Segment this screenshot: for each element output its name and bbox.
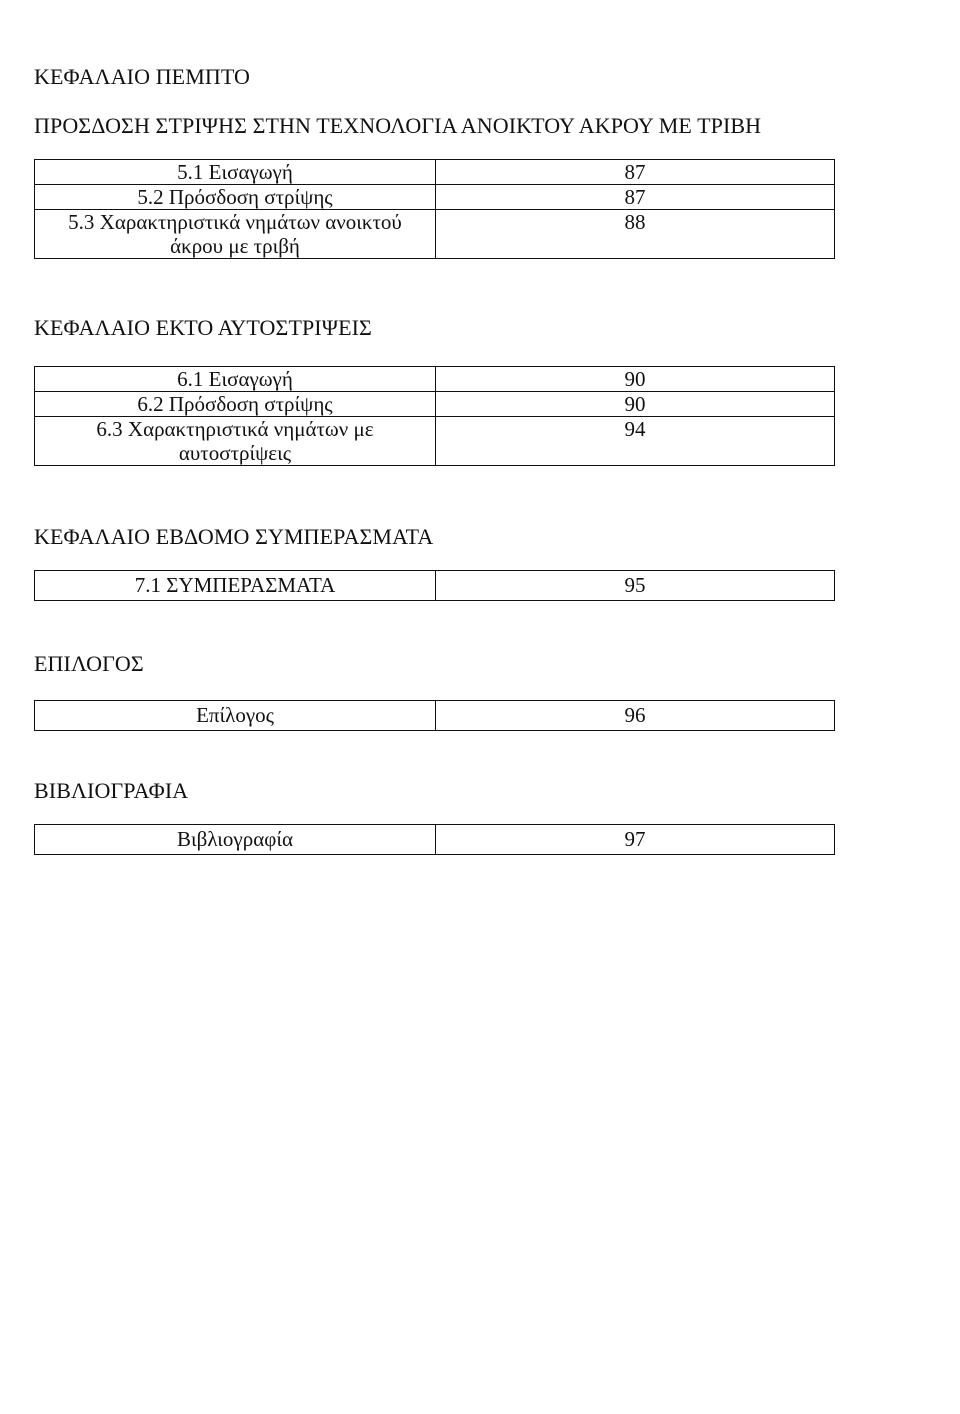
toc-row — [35, 367, 835, 392]
toc-entry-page: 87 — [436, 185, 835, 210]
toc-entry-title: Επίλογος — [35, 701, 436, 731]
toc-entry-title-line1: 5.3 Χαρακτηριστικά νημάτων ανοικτού — [68, 210, 402, 234]
toc-entry-page: 90 — [436, 392, 835, 417]
toc-row — [35, 571, 835, 601]
bibliography-heading: ΒΙΒΛΙΟΓΡΑΦΙΑ — [34, 778, 189, 803]
chapter6-toc-table — [34, 366, 835, 466]
toc-entry-title — [35, 417, 436, 466]
toc-entry-title-line2: αυτοστρίψεις — [178, 441, 292, 465]
toc-entry-title-line2: άκρου με τριβή — [170, 234, 300, 258]
toc-row — [35, 185, 835, 210]
chapter5-heading: ΚΕΦΑΛΑΙΟ ΠΕΜΠΤΟ — [34, 64, 250, 89]
chapter7-heading: ΚΕΦΑΛΑΙΟ ΕΒΔΟΜΟ ΣΥΜΠΕΡΑΣΜΑΤΑ — [34, 524, 434, 549]
toc-entry-page: 88 — [436, 210, 835, 259]
epilogue-heading: ΕΠΙΛΟΓΟΣ — [34, 651, 144, 676]
toc-entry-page: 90 — [624, 367, 646, 391]
chapter5-toc-table — [34, 159, 835, 259]
toc-row — [35, 160, 835, 185]
bibliography-toc-table — [34, 824, 835, 855]
toc-entry-title — [35, 210, 436, 259]
toc-entry-title: 7.1 ΣΥΜΠΕΡΑΣΜΑΤΑ — [35, 571, 436, 601]
chapter6-heading: ΚΕΦΑΛΑΙΟ ΕΚΤΟ ΑΥΤΟΣΤΡΙΨΕΙΣ — [34, 315, 372, 340]
epilogue-toc-table — [34, 700, 835, 731]
toc-entry-title: Βιβλιογραφία — [35, 825, 436, 855]
toc-row — [35, 392, 835, 417]
toc-entry-title: 5.1 Εισαγωγή — [35, 160, 436, 185]
chapter7-toc-table — [34, 570, 835, 601]
toc-row — [35, 417, 835, 466]
toc-entry-title: 5.2 Πρόσδοση στρίψης — [35, 185, 436, 210]
toc-entry-page: 94 — [436, 417, 835, 466]
chapter5-subheading: ΠΡΟΣΔΟΣΗ ΣΤΡΙΨΗΣ ΣΤΗΝ ΤΕΧΝΟΛΟΓΙΑ ΑΝΟΙΚΤΟΥ ΑΚΡΟΥ ΜΕ ΤΡΙΒΗ — [34, 113, 762, 138]
toc-entry-title: 6.1 Εισαγωγή — [35, 367, 436, 392]
toc-entry-title: 6.2 Πρόσδοση στρίψης — [35, 392, 436, 417]
toc-entry-page: 96 — [624, 703, 646, 727]
toc-row — [35, 701, 835, 731]
toc-entry-page: 97 — [624, 827, 646, 851]
toc-entry-page: 87 — [624, 160, 646, 184]
toc-row — [35, 825, 835, 855]
toc-entry-title-line1: 6.3 Χαρακτηριστικά νημάτων με — [96, 417, 374, 441]
toc-entry-page: 95 — [624, 573, 646, 597]
toc-row — [35, 210, 835, 259]
